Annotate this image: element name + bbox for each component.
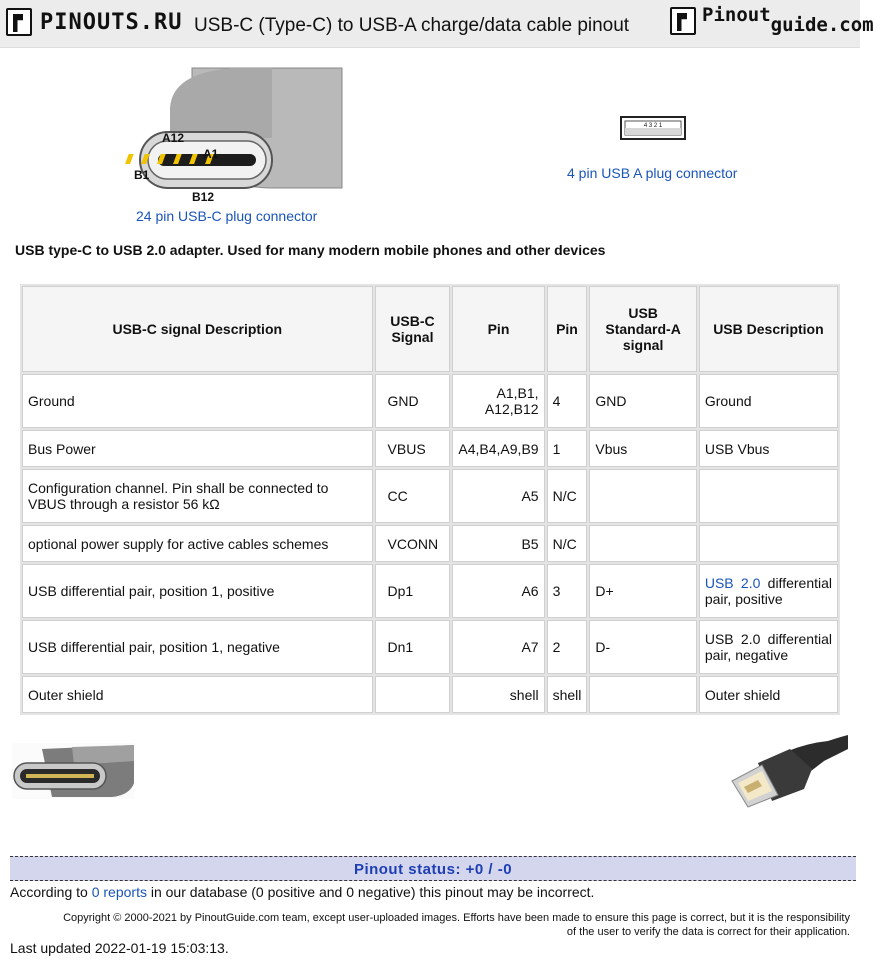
cell-description: Bus Power [22,430,373,467]
cell-usba-signal: GND [589,374,696,428]
cell-usba-signal: Vbus [589,430,696,467]
table-row [22,564,838,618]
cell-usba-signal [589,469,696,523]
page-title: USB-C (Type-C) to USB-A charge/data cable pinout [194,15,630,36]
cell-usbc-pin: shell [452,676,544,713]
table-row [22,676,838,713]
cell-signal: VBUS [375,430,451,467]
reports-link[interactable]: 0 reports [91,884,147,900]
cell-description: Configuration channel. Pin shall be connected to VBUS through a resistor 56 kΩ [22,469,373,523]
usba-plug-photo [728,735,848,807]
cell-usba-signal: D- [589,620,696,674]
table-header-row [22,286,838,372]
cell-usba-signal: D+ [589,564,696,618]
usbc-connector-link[interactable]: 24 pin USB-C plug connector [136,208,318,224]
cell-usbc-pin: A4,B4,A9,B9 [452,430,544,467]
cell-usbc-pin: A5 [452,469,544,523]
pinout-intro: USB type-C to USB 2.0 adapter. Used for many modern mobile phones and other devices [15,242,606,258]
cell-usb-description: USB Vbus [699,430,838,467]
cell-usb-description [699,469,838,523]
col-header-usbc-pin: Pin [452,286,544,372]
cell-usb-description: USB 2.0 differential pair, negative [699,620,838,674]
usb-2-0-link[interactable]: USB 2.0 [704,575,761,591]
pin-label-a1: A1 [203,147,219,161]
pinouts-logo-icon [6,8,32,36]
cell-description: USB differential pair, position 1, positive [22,564,373,618]
pin-label-a12: A12 [162,131,185,145]
cell-usbc-pin: A1,B1, A12,B12 [452,374,544,428]
cell-description: optional power supply for active cables schemes [22,525,373,562]
cell-signal: Dn1 [375,620,451,674]
cell-usba-pin: N/C [547,469,588,523]
col-header-usba-signal: USB Standard-A signal [589,286,696,372]
pinouts-ru-logo[interactable] [6,8,182,36]
usbc-connector-diagram [132,68,342,208]
cell-usb-description: USB 2.0 differential pair, positive [699,564,838,618]
cell-usba-pin: 1 [547,430,588,467]
cell-signal: VCONN [375,525,451,562]
usba-connector-link[interactable]: 4 pin USB A plug connector [567,165,738,181]
cell-signal: Dp1 [375,564,451,618]
pin-label-b1: B1 [134,168,150,182]
cell-usba-pin: N/C [547,525,588,562]
cell-usba-pin: 3 [547,564,588,618]
pinout-table [20,284,840,715]
table-row [22,430,838,467]
last-updated: Last updated 2022-01-19 15:03:13. [10,940,229,956]
usbc-plug-photo [12,743,134,799]
pinoutguide-logo[interactable] [670,5,874,35]
cell-usb-description: Outer shield [699,676,838,713]
page-header [0,0,874,48]
pinoutguide-logo-text: Pinoutguide.com [702,4,874,36]
table-row [22,620,838,674]
cell-signal: CC [375,469,451,523]
usba-connector-diagram [620,114,688,144]
usba-pin-numbers: 4 3 2 1 [643,123,663,129]
pin-label-b12: B12 [192,190,215,204]
cell-usba-pin: 2 [547,620,588,674]
cell-usba-pin: 4 [547,374,588,428]
copyright-notice: Copyright © 2000-2021 by PinoutGuide.com team, except user-uploaded images. Efforts have been made to ensure this page is correct, but it is the responsibility of the user to verify the data is correct for their application. [63,912,850,938]
col-header-usba-pin: Pin [547,286,588,372]
cell-signal [375,676,451,713]
pinoutguide-logo-icon [670,7,696,35]
table-row [22,374,838,428]
cell-usbc-pin: A6 [452,564,544,618]
table-row [22,525,838,562]
pinout-status-bar: Pinout status: +0 / -0 [10,856,856,881]
col-header-usbc-signal: USB-C Signal [375,286,451,372]
cell-usbc-pin: A7 [452,620,544,674]
cell-signal: GND [375,374,451,428]
reports-notice: According to 0 reports in our database (0 positive and 0 negative) this pinout may be incorrect. [10,884,595,900]
table-row [22,469,838,523]
cell-description: USB differential pair, position 1, negative [22,620,373,674]
col-header-usb-description: USB Description [699,286,838,372]
cell-usba-signal [589,676,696,713]
cell-usba-signal [589,525,696,562]
col-header-usbc-description: USB-C signal Description [22,286,373,372]
cell-description: Outer shield [22,676,373,713]
cell-usb-description: Ground [699,374,838,428]
site-logo-text: PINOUTS.RU [40,9,183,35]
cell-usbc-pin: B5 [452,525,544,562]
cell-usba-pin: shell [547,676,588,713]
cell-description: Ground [22,374,373,428]
cell-usb-description [699,525,838,562]
